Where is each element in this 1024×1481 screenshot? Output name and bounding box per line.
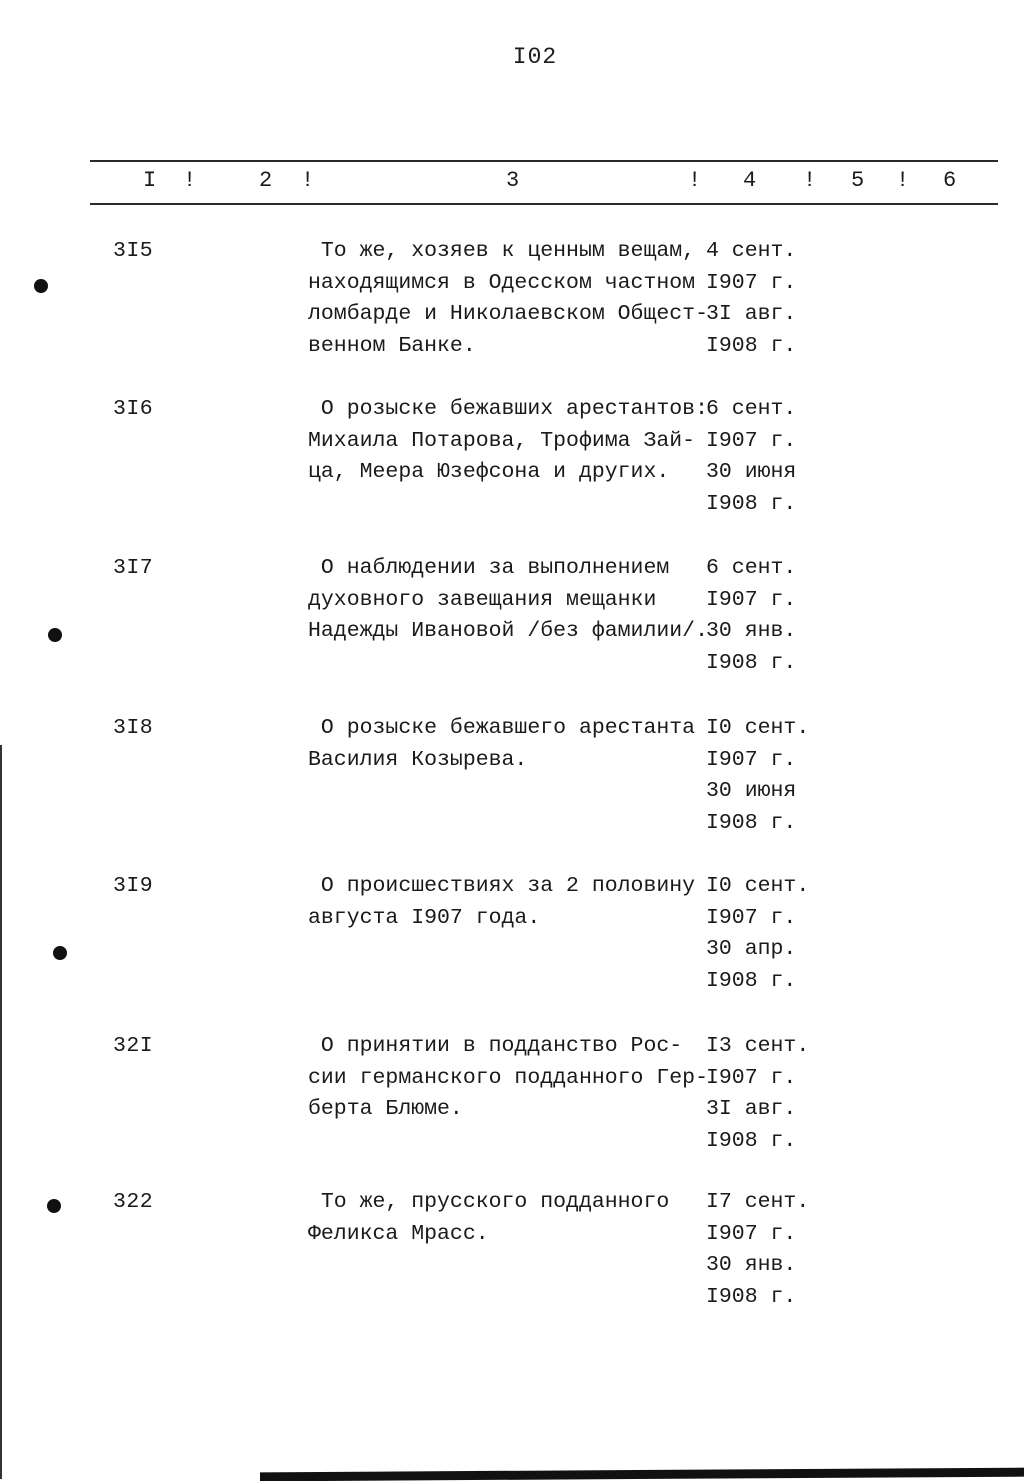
entry-number: 3I9	[113, 874, 154, 898]
date-line: I908 г.	[706, 650, 797, 675]
date-line: 30 янв.	[706, 619, 797, 643]
date-line: I908 г.	[706, 491, 797, 516]
date-line: I907 г.	[706, 1065, 797, 1090]
column-3-header: 3	[506, 168, 520, 193]
description-line: ца, Меера Юзефсона и других.	[308, 460, 670, 484]
date-line: 3I авг.	[706, 302, 797, 326]
column-separator: !	[301, 168, 315, 193]
date-line: I907 г.	[706, 747, 797, 772]
page-number: I02	[512, 44, 558, 70]
punch-hole-mark	[48, 628, 62, 642]
entry-dates	[706, 236, 796, 362]
entry-number: 3I8	[113, 716, 154, 740]
header-bottom-rule	[90, 203, 998, 205]
date-line: 30 янв.	[706, 1253, 797, 1277]
column-1-header: I	[143, 168, 157, 193]
column-2-header: 2	[259, 168, 273, 193]
entry-number: 32I	[113, 1034, 154, 1058]
date-line: 30 июня	[706, 460, 797, 484]
date-line: I907 г.	[706, 1221, 797, 1246]
entry-dates	[706, 871, 809, 997]
date-line: I908 г.	[706, 968, 797, 993]
entry-number: 3I5	[113, 239, 154, 263]
date-line: I7 сент.	[706, 1190, 810, 1214]
column-5-header: 5	[851, 168, 865, 193]
column-separator: !	[688, 168, 702, 193]
punch-hole-mark	[47, 1199, 61, 1213]
entry-dates	[706, 394, 796, 520]
column-4-header: 4	[743, 168, 757, 193]
column-separator: !	[183, 168, 197, 193]
date-line: 6 сент.	[706, 556, 797, 580]
description-line: О принятии в подданство Рос-	[308, 1034, 683, 1058]
description-line: Феликса Мрасс.	[308, 1221, 489, 1246]
description-line: Михаила Потарова, Трофима Зай-	[308, 428, 696, 453]
description-line: Василия Козырева.	[308, 747, 528, 772]
description-line: венном Банке.	[308, 333, 476, 358]
date-line: I908 г.	[706, 810, 797, 835]
description-line: О розыске бежавшего арестанта	[308, 716, 696, 740]
description-line: сии германского подданного Гер-	[308, 1065, 708, 1090]
date-line: 30 июня	[706, 779, 797, 803]
entry-description	[308, 394, 718, 489]
header-top-rule	[90, 160, 998, 162]
table-header-row	[0, 168, 1024, 196]
entry-number: 3I6	[113, 397, 154, 421]
entry-dates	[706, 713, 809, 839]
entry-dates	[706, 1031, 809, 1157]
entry-description	[308, 553, 718, 648]
description-line: О розыске бежавших арестантов:	[308, 397, 708, 421]
entry-description	[308, 236, 718, 362]
punch-hole-mark	[34, 279, 48, 293]
punch-hole-mark	[53, 946, 67, 960]
description-line: О наблюдении за выполнением	[308, 556, 670, 580]
description-line: находящимся в Одесском частном	[308, 270, 696, 295]
entry-description	[308, 871, 718, 934]
entry-description	[308, 1031, 718, 1126]
description-line: То же, прусского подданного	[308, 1190, 670, 1214]
date-line: I907 г.	[706, 270, 797, 295]
column-6-header: 6	[943, 168, 957, 193]
column-separator: !	[896, 168, 910, 193]
date-line: 6 сент.	[706, 397, 797, 421]
entry-description	[308, 1187, 718, 1250]
entry-number: 3I7	[113, 556, 154, 580]
date-line: I908 г.	[706, 1284, 797, 1309]
description-line: То же, хозяев к ценным вещам,	[308, 239, 696, 263]
date-line: I907 г.	[706, 905, 797, 930]
date-line: I907 г.	[706, 428, 797, 453]
description-line: Надежды Ивановой /без фамилии/.	[308, 619, 708, 643]
date-line: 30 апр.	[706, 937, 797, 961]
description-line: ломбарде и Николаевском Общест-	[308, 302, 708, 326]
description-line: берта Блюме.	[308, 1097, 463, 1121]
date-line: I908 г.	[706, 333, 797, 358]
date-line: I0 сент.	[706, 874, 810, 898]
date-line: 3I авг.	[706, 1097, 797, 1121]
date-line: I3 сент.	[706, 1034, 810, 1058]
description-line: О происшествиях за 2 половину	[308, 874, 696, 898]
entry-description	[308, 713, 718, 776]
date-line: I907 г.	[706, 587, 797, 612]
date-line: 4 сент.	[706, 239, 797, 263]
entry-dates	[706, 553, 796, 679]
description-line: духовного завещания мещанки	[308, 587, 657, 612]
left-edge-line	[0, 745, 2, 1479]
column-separator: !	[803, 168, 817, 193]
date-line: I908 г.	[706, 1128, 797, 1153]
entry-dates	[706, 1187, 809, 1313]
date-line: I0 сент.	[706, 716, 810, 740]
description-line: августа I907 года.	[308, 905, 541, 930]
entry-number: 322	[113, 1190, 154, 1214]
